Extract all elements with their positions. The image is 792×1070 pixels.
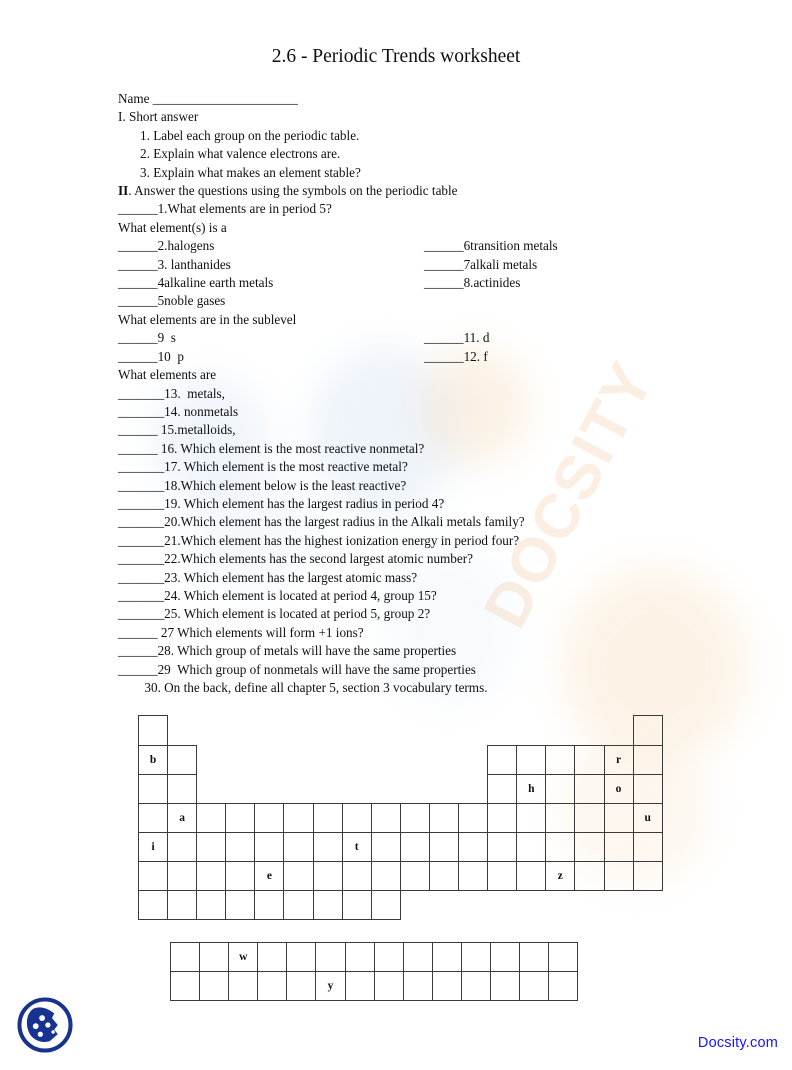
- element-cell[interactable]: [139, 803, 168, 832]
- element-cell[interactable]: [517, 861, 546, 890]
- element-cell[interactable]: [604, 832, 633, 861]
- element-cell-labeled[interactable]: y: [316, 972, 345, 1001]
- grid-gap: [459, 774, 488, 803]
- element-cell[interactable]: [313, 890, 342, 919]
- element-cell[interactable]: [197, 890, 226, 919]
- element-cell[interactable]: [168, 774, 197, 803]
- grid-gap: [400, 716, 429, 745]
- element-cell[interactable]: [139, 774, 168, 803]
- question-10[interactable]: ______10 p: [118, 348, 184, 364]
- grid-gap: [429, 745, 458, 774]
- section-1-heading: I. Short answer: [118, 109, 199, 125]
- grid-gap: [575, 890, 604, 919]
- families-columns: [118, 237, 680, 311]
- question-6[interactable]: ______6transition metals: [424, 238, 558, 254]
- element-cell-labeled[interactable]: e: [255, 861, 284, 890]
- element-cell-labeled[interactable]: r: [604, 745, 633, 774]
- element-cell[interactable]: [284, 803, 313, 832]
- grid-gap: [429, 716, 458, 745]
- grid-gap: [197, 745, 226, 774]
- element-cell[interactable]: [255, 803, 284, 832]
- element-cell[interactable]: [168, 861, 197, 890]
- element-cell[interactable]: [575, 861, 604, 890]
- element-cell[interactable]: [461, 972, 490, 1001]
- grid-gap: [313, 745, 342, 774]
- question-11[interactable]: ______11. d: [424, 330, 490, 346]
- element-cell[interactable]: [197, 803, 226, 832]
- grid-gap: [168, 716, 197, 745]
- element-cell-labeled[interactable]: b: [139, 745, 168, 774]
- element-cell-labeled[interactable]: u: [633, 803, 662, 832]
- element-cell-labeled[interactable]: t: [342, 832, 371, 861]
- element-cell[interactable]: [226, 832, 255, 861]
- periodic-table-f-block: [170, 942, 792, 1001]
- element-cell[interactable]: [429, 832, 458, 861]
- grid-gap: [342, 745, 371, 774]
- element-cell[interactable]: [226, 861, 255, 890]
- element-cell[interactable]: [432, 943, 461, 972]
- element-cell[interactable]: [400, 803, 429, 832]
- grid-gap: [342, 774, 371, 803]
- element-cell[interactable]: [345, 972, 374, 1001]
- element-cell[interactable]: [604, 803, 633, 832]
- docsity-watermark-link[interactable]: Docsity.com: [697, 1035, 778, 1051]
- periodic-table-diagram: [138, 715, 792, 920]
- prompt-what-elements-are: What elements are: [118, 367, 217, 383]
- element-cell[interactable]: [200, 972, 229, 1001]
- grid-gap: [255, 745, 284, 774]
- element-cell-labeled[interactable]: z: [546, 861, 575, 890]
- element-cell[interactable]: [520, 943, 549, 972]
- question-13[interactable]: _______13. metals,: [118, 385, 225, 401]
- question-9[interactable]: ______9 s: [118, 330, 176, 346]
- element-cell[interactable]: [488, 745, 517, 774]
- docsity-logo-icon: [16, 996, 74, 1054]
- element-cell[interactable]: [197, 861, 226, 890]
- element-cell[interactable]: [374, 972, 403, 1001]
- grid-gap: [284, 745, 313, 774]
- grid-gap: [459, 890, 488, 919]
- element-cell[interactable]: [520, 972, 549, 1001]
- element-cell[interactable]: [575, 774, 604, 803]
- element-cell-labeled[interactable]: a: [168, 803, 197, 832]
- element-cell[interactable]: [633, 745, 662, 774]
- element-cell[interactable]: [139, 716, 168, 745]
- element-cell[interactable]: [549, 943, 578, 972]
- question-2[interactable]: ______2.halogens: [118, 238, 215, 254]
- element-cell[interactable]: [139, 890, 168, 919]
- element-cell[interactable]: [287, 972, 316, 1001]
- prompt-sublevel: What elements are in the sublevel: [118, 311, 297, 327]
- element-cell[interactable]: [432, 972, 461, 1001]
- periodic-table-row: [139, 774, 663, 803]
- question-19[interactable]: _______19. Which element has the largest radius in period 4?: [118, 495, 445, 511]
- grid-gap: [226, 716, 255, 745]
- periodic-table-row: [139, 890, 663, 919]
- grid-gap: [226, 774, 255, 803]
- sublevel-right-column: [424, 329, 680, 366]
- grid-gap: [342, 716, 371, 745]
- element-cell[interactable]: [287, 943, 316, 972]
- element-cell[interactable]: [403, 943, 432, 972]
- grid-gap: [546, 890, 575, 919]
- grid-gap: [517, 890, 546, 919]
- question-21[interactable]: _______21.Which element has the highest ionization energy in period four?: [118, 532, 520, 548]
- element-cell-labeled[interactable]: i: [139, 832, 168, 861]
- grid-gap: [604, 890, 633, 919]
- element-cell[interactable]: [429, 861, 458, 890]
- element-cell[interactable]: [316, 943, 345, 972]
- element-cell[interactable]: [168, 890, 197, 919]
- question-12[interactable]: ______12. f: [424, 348, 488, 364]
- element-cell[interactable]: [459, 861, 488, 890]
- question-8[interactable]: ______8.actinides: [424, 275, 521, 291]
- grid-gap: [197, 716, 226, 745]
- periodic-table-row: [139, 716, 663, 745]
- section-2-numeral: II: [118, 183, 129, 199]
- grid-gap: [371, 774, 400, 803]
- grid-gap: [459, 745, 488, 774]
- element-cell[interactable]: [546, 832, 575, 861]
- element-cell[interactable]: [226, 803, 255, 832]
- element-cell[interactable]: [488, 861, 517, 890]
- element-cell[interactable]: [403, 972, 432, 1001]
- element-cell[interactable]: [313, 832, 342, 861]
- question-20[interactable]: _______20.Which element has the largest radius in the Alkali metals family?: [118, 514, 525, 530]
- element-cell[interactable]: [517, 832, 546, 861]
- grid-gap: [371, 716, 400, 745]
- element-cell[interactable]: [633, 832, 662, 861]
- grid-gap: [255, 716, 284, 745]
- question-15[interactable]: ______ 15.metalloids,: [118, 422, 236, 438]
- element-cell[interactable]: [197, 832, 226, 861]
- question-25[interactable]: _______25. Which element is located at period 5, group 2?: [118, 606, 431, 622]
- question-27[interactable]: ______ 27 Which elements will form +1 ions?: [118, 624, 364, 640]
- element-cell[interactable]: [200, 943, 229, 972]
- periodic-table-row: [171, 943, 578, 972]
- grid-gap: [429, 774, 458, 803]
- element-cell[interactable]: [313, 861, 342, 890]
- grid-gap: [313, 774, 342, 803]
- element-cell[interactable]: [342, 861, 371, 890]
- element-cell[interactable]: [546, 745, 575, 774]
- section-2-heading-text: . Answer the questions using the symbols on the periodic table: [128, 183, 458, 199]
- question-29[interactable]: ______29 Which group of nonmetals will have the same properties: [118, 661, 476, 677]
- grid-gap: [429, 890, 458, 919]
- question-1[interactable]: ______1.What elements are in period 5?: [118, 201, 332, 217]
- periodic-table-row: [139, 832, 663, 861]
- element-cell[interactable]: [226, 890, 255, 919]
- section-1-item: 1. Label each group on the periodic table.: [140, 127, 360, 143]
- question-3[interactable]: ______3. lanthanides: [118, 256, 231, 272]
- periodic-table-row: [139, 861, 663, 890]
- grid-gap: [400, 745, 429, 774]
- element-cell[interactable]: [575, 832, 604, 861]
- element-cell[interactable]: [342, 890, 371, 919]
- element-cell[interactable]: [371, 832, 400, 861]
- element-cell[interactable]: [461, 943, 490, 972]
- grid-gap: [633, 890, 662, 919]
- periodic-table-main-grid[interactable]: [138, 715, 663, 920]
- grid-gap: [400, 890, 429, 919]
- grid-gap: [313, 716, 342, 745]
- question-22[interactable]: _______22.Which elements has the second largest atomic number?: [118, 551, 473, 567]
- element-cell[interactable]: [546, 774, 575, 803]
- page-title: 2.6 - Periodic Trends worksheet: [271, 46, 521, 67]
- element-cell[interactable]: [284, 890, 313, 919]
- question-24[interactable]: _______24. Which element is located at period 4, group 15?: [118, 587, 437, 603]
- element-cell-labeled[interactable]: w: [229, 943, 258, 972]
- element-cell[interactable]: [284, 861, 313, 890]
- section-1-item: 3. Explain what makes an element stable?: [140, 164, 361, 180]
- element-cell[interactable]: [229, 972, 258, 1001]
- element-cell[interactable]: [517, 803, 546, 832]
- element-cell[interactable]: [345, 943, 374, 972]
- grid-gap: [488, 716, 517, 745]
- element-cell[interactable]: [171, 972, 200, 1001]
- element-cell[interactable]: [258, 943, 287, 972]
- element-cell[interactable]: [255, 890, 284, 919]
- element-cell[interactable]: [139, 861, 168, 890]
- element-cell[interactable]: [168, 832, 197, 861]
- element-cell-labeled[interactable]: h: [517, 774, 546, 803]
- element-cell[interactable]: [491, 943, 520, 972]
- element-cell[interactable]: [546, 803, 575, 832]
- worksheet-body: [118, 90, 680, 697]
- element-cell[interactable]: [575, 803, 604, 832]
- element-cell[interactable]: [168, 745, 197, 774]
- element-cell[interactable]: [400, 861, 429, 890]
- grid-gap: [284, 774, 313, 803]
- grid-gap: [197, 774, 226, 803]
- grid-gap: [284, 716, 313, 745]
- periodic-table-row: [171, 972, 578, 1001]
- question-14[interactable]: _______14. nonmetals: [118, 403, 239, 419]
- element-cell[interactable]: [459, 803, 488, 832]
- question-18[interactable]: _______18.Which element below is the least reactive?: [118, 477, 407, 493]
- families-left-column: [118, 237, 424, 311]
- element-cell[interactable]: [171, 943, 200, 972]
- question-23[interactable]: _______23. Which element has the largest atomic mass?: [118, 569, 418, 585]
- grid-gap: [459, 716, 488, 745]
- element-cell[interactable]: [284, 832, 313, 861]
- grid-gap: [546, 716, 575, 745]
- section-1-item: 2. Explain what valence electrons are.: [140, 146, 341, 162]
- question-16[interactable]: ______ 16. Which element is the most reactive nonmetal?: [118, 440, 425, 456]
- grid-gap: [575, 716, 604, 745]
- element-cell[interactable]: [459, 832, 488, 861]
- element-cell[interactable]: [400, 832, 429, 861]
- element-cell[interactable]: [575, 745, 604, 774]
- grid-gap: [488, 890, 517, 919]
- grid-gap: [604, 716, 633, 745]
- question-7[interactable]: ______7alkali metals: [424, 256, 538, 272]
- question-30: 30. On the back, define all chapter 5, section 3 vocabulary terms.: [118, 680, 488, 695]
- question-17[interactable]: _______17. Which element is the most reactive metal?: [118, 459, 408, 475]
- watermark-text: DOCSITY: [470, 350, 668, 639]
- sublevel-columns: [118, 329, 680, 366]
- element-cell[interactable]: [429, 803, 458, 832]
- question-28[interactable]: ______28. Which group of metals will have the same properties: [118, 643, 457, 659]
- element-cell[interactable]: [371, 890, 400, 919]
- element-cell[interactable]: [517, 745, 546, 774]
- question-4[interactable]: ______4alkaline earth metals: [118, 275, 274, 291]
- question-5[interactable]: ______5noble gases: [118, 293, 226, 309]
- grid-gap: [371, 745, 400, 774]
- prompt-element-is-a: What element(s) is a: [118, 219, 227, 235]
- grid-gap: [517, 716, 546, 745]
- grid-gap: [226, 745, 255, 774]
- element-cell[interactable]: [549, 972, 578, 1001]
- element-cell[interactable]: [374, 943, 403, 972]
- element-cell-labeled[interactable]: o: [604, 774, 633, 803]
- element-cell[interactable]: [604, 861, 633, 890]
- f-block-grid[interactable]: [170, 942, 578, 1001]
- element-cell[interactable]: [488, 832, 517, 861]
- families-right-column: [424, 237, 680, 311]
- periodic-table-row: [139, 745, 663, 774]
- name-field-line[interactable]: Name ______________________: [118, 91, 298, 106]
- element-cell[interactable]: [255, 832, 284, 861]
- element-cell[interactable]: [491, 972, 520, 1001]
- element-cell[interactable]: [342, 803, 371, 832]
- worksheet-page: [0, 46, 792, 1001]
- grid-gap: [255, 774, 284, 803]
- element-cell[interactable]: [488, 803, 517, 832]
- element-cell[interactable]: [313, 803, 342, 832]
- element-cell[interactable]: [258, 972, 287, 1001]
- element-cell[interactable]: [371, 803, 400, 832]
- element-cell[interactable]: [633, 774, 662, 803]
- element-cell[interactable]: [488, 774, 517, 803]
- periodic-table-row: [139, 803, 663, 832]
- element-cell[interactable]: [633, 861, 662, 890]
- section-2-heading: [118, 182, 680, 200]
- element-cell[interactable]: [371, 861, 400, 890]
- grid-gap: [400, 774, 429, 803]
- element-cell[interactable]: [633, 716, 662, 745]
- sublevel-left-column: [118, 329, 424, 366]
